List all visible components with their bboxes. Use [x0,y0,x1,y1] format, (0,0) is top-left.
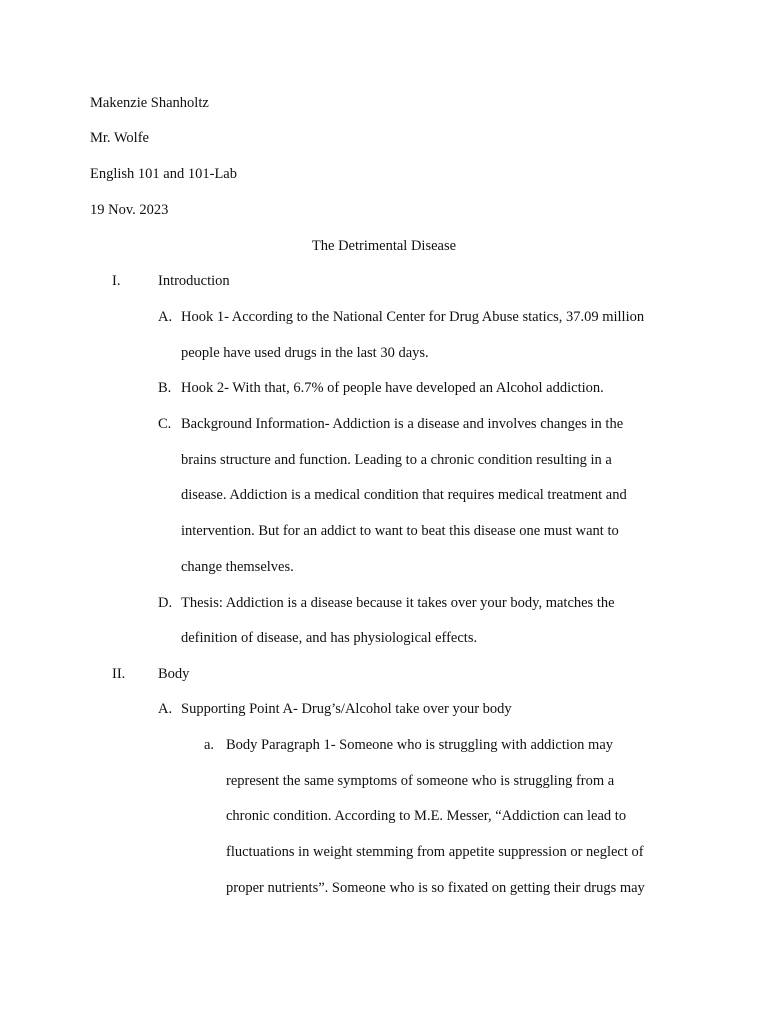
section-numeral: II. [112,666,126,682]
subitem-line: fluctuations in weight stemming from appetite suppression or neglect of [226,844,644,860]
document-title: The Detrimental Disease [311,238,457,254]
document-date: 19 Nov. 2023 [90,202,169,218]
item-line: change themselves. [181,559,294,575]
section-label: Body [158,666,190,682]
instructor-name: Mr. Wolfe [90,130,149,146]
subitem-line: represent the same symptoms of someone who is struggling from a [226,773,615,789]
section-numeral: I. [112,273,121,289]
course-name: English 101 and 101-Lab [90,166,237,182]
item-line: Hook 1- According to the National Center for Drug Abuse statics, 37.09 million [181,309,645,325]
item-line: people have used drugs in the last 30 days. [181,345,429,361]
item-line: brains structure and function. Leading to a chronic condition resulting in a [181,452,612,468]
item-line: disease. Addiction is a medical condition that requires medical treatment and [181,487,627,503]
section-label: Introduction [158,273,230,289]
item-line: Background Information- Addiction is a disease and involves changes in the [181,416,624,432]
item-line: Thesis: Addiction is a disease because it takes over your body, matches the [181,595,615,611]
item-marker: A. [158,309,173,325]
item-marker: B. [158,380,172,396]
subitem-marker: a. [204,737,215,753]
subitem-line: chronic condition. According to M.E. Messer, “Addiction can lead to [226,808,627,824]
item-line: Hook 2- With that, 6.7% of people have developed an Alcohol addiction. [181,380,604,396]
subitem-line: Body Paragraph 1- Someone who is struggling with addiction may [226,737,614,753]
item-line: intervention. But for an addict to want to beat this disease one must want to [181,523,619,539]
item-line: Supporting Point A- Drug’s/Alcohol take over your body [181,701,512,717]
item-line: definition of disease, and has physiological effects. [181,630,478,646]
subitem-line: proper nutrients”. Someone who is so fixated on getting their drugs may [226,880,645,896]
item-marker: D. [158,595,173,611]
item-marker: C. [158,416,172,432]
item-marker: A. [158,701,173,717]
author-name: Makenzie Shanholtz [90,95,209,111]
